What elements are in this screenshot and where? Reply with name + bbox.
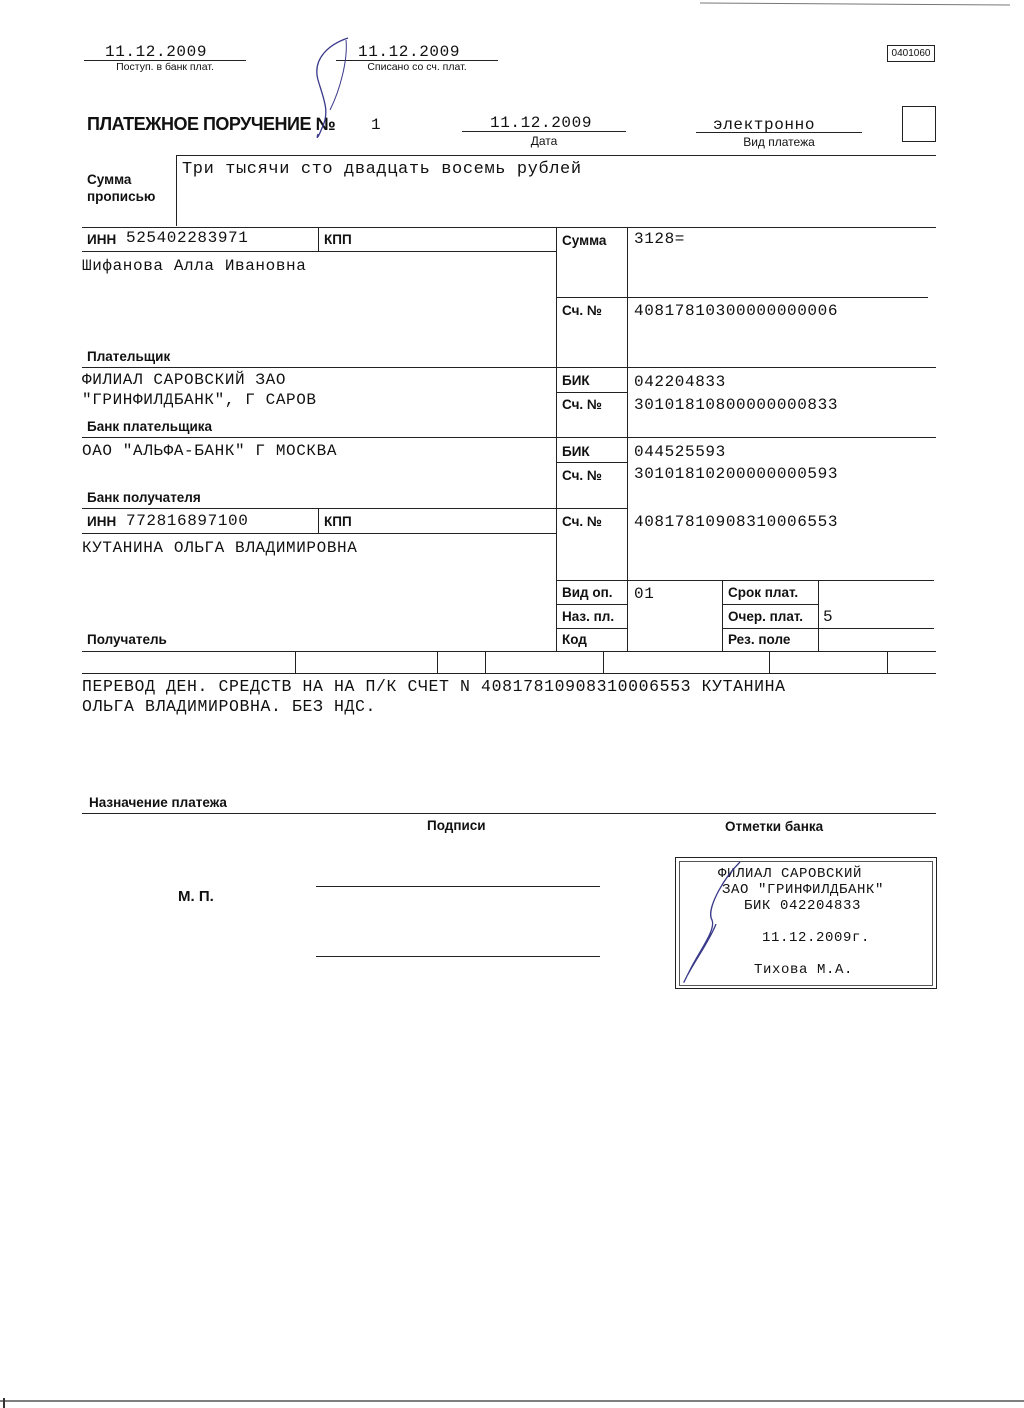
payee-inn: 772816897100 xyxy=(126,512,249,530)
payer-section-label: Плательщик xyxy=(87,349,171,364)
bank-stamp-line-1: ФИЛИАЛ САРОВСКИЙ xyxy=(718,866,863,882)
signature-stroke-top xyxy=(317,38,348,137)
payee-bank-account: 30101810200000000593 xyxy=(634,465,839,483)
received-label: Поступ. в банк плат. xyxy=(116,61,214,73)
payer-name: Шифанова Алла Ивановна xyxy=(82,257,307,275)
stamp-place-label: М. П. xyxy=(178,888,214,905)
payee-bank-section-label: Банк получателя xyxy=(87,490,201,505)
payer-bank-section-label: Банк плательщика xyxy=(87,419,213,434)
payer-bank-account-label: Сч. № xyxy=(562,397,602,412)
bank-stamp-officer: Тихова М.А. xyxy=(754,962,854,978)
payee-account-label: Сч. № xyxy=(562,514,602,529)
signature-stroke-stamp xyxy=(684,862,740,982)
payee-inn-label: ИНН xyxy=(87,514,117,529)
amount-words-label-2: прописью xyxy=(87,189,156,204)
rez-label: Рез. поле xyxy=(728,632,791,647)
payee-bank-bik-label: БИК xyxy=(562,444,590,459)
document-number: 1 xyxy=(371,116,382,134)
payment-type: электронно xyxy=(713,116,816,134)
payer-account: 40817810300000000006 xyxy=(634,302,839,320)
ocher-label: Очер. плат. xyxy=(728,609,804,624)
payer-bank-bik-label: БИК xyxy=(562,373,590,388)
payment-type-label: Вид платежа xyxy=(743,135,815,149)
signatures-label: Подписи xyxy=(427,818,486,833)
payee-section-label: Получатель xyxy=(87,632,167,647)
payer-inn-label: ИНН xyxy=(87,232,117,247)
payer-inn: 525402283971 xyxy=(126,229,249,247)
purpose-line-2: ОЛЬГА ВЛАДИМИРОВНА. БЕЗ НДС. xyxy=(82,697,377,716)
received-date: 11.12.2009 xyxy=(105,43,208,61)
bank-stamp-line-3: БИК 042204833 xyxy=(744,898,862,914)
vid-op-label: Вид оп. xyxy=(562,585,613,600)
payer-amount: 3128= xyxy=(634,230,686,248)
payer-bank-bik: 042204833 xyxy=(634,373,726,391)
bank-stamp-date: 11.12.2009г. xyxy=(762,930,871,946)
payer-account-label: Сч. № xyxy=(562,303,602,318)
document-date-label: Дата xyxy=(530,134,558,148)
kod-label: Код xyxy=(562,632,587,647)
payee-bank-account-label: Сч. № xyxy=(562,468,602,483)
naz-pl-label: Наз. пл. xyxy=(562,609,615,624)
debited-label: Списано со сч. плат. xyxy=(367,61,467,73)
document-title: ПЛАТЕЖНОЕ ПОРУЧЕНИЕ № xyxy=(87,114,336,134)
debited-date: 11.12.2009 xyxy=(358,43,461,61)
payer-bank-account: 30101810800000000833 xyxy=(634,396,839,414)
srok-label: Срок плат. xyxy=(728,585,799,600)
bank-marks-label: Отметки банка xyxy=(725,819,824,834)
ocher-value: 5 xyxy=(823,608,834,626)
bank-stamp-line-2: ЗАО "ГРИНФИЛДБАНК" xyxy=(722,882,885,898)
payee-kpp-label: КПП xyxy=(324,514,352,529)
payee-bank-name: ОАО "АЛЬФА-БАНК" Г МОСКВА xyxy=(82,442,338,460)
payer-bank-name-1: ФИЛИАЛ САРОВСКИЙ ЗАО xyxy=(82,371,287,389)
purpose-label: Назначение платежа xyxy=(89,795,227,810)
document-date: 11.12.2009 xyxy=(490,114,593,132)
payee-name: КУТАНИНА ОЛЬГА ВЛАДИМИРОВНА xyxy=(82,539,358,557)
form-code: 0401060 xyxy=(887,45,935,62)
payer-bank-name-2: "ГРИНФИЛДБАНК", Г САРОВ xyxy=(82,391,317,409)
payee-bank-bik: 044525593 xyxy=(634,443,726,461)
amount-words-text: Три тысячи сто двадцать восемь рублей xyxy=(182,160,582,179)
vid-op-value: 01 xyxy=(634,585,655,603)
payee-account: 40817810908310006553 xyxy=(634,513,839,531)
purpose-line-1: ПЕРЕВОД ДЕН. СРЕДСТВ НА НА П/К СЧЕТ N 40817810908310006553 КУТАНИНА xyxy=(82,677,786,696)
payer-amount-label: Сумма xyxy=(562,233,607,248)
payer-kpp-label: КПП xyxy=(324,232,352,247)
signature-stroke-top-2 xyxy=(330,40,346,110)
amount-words-label-1: Сумма xyxy=(87,172,132,187)
scan-edge-top xyxy=(700,3,1010,5)
